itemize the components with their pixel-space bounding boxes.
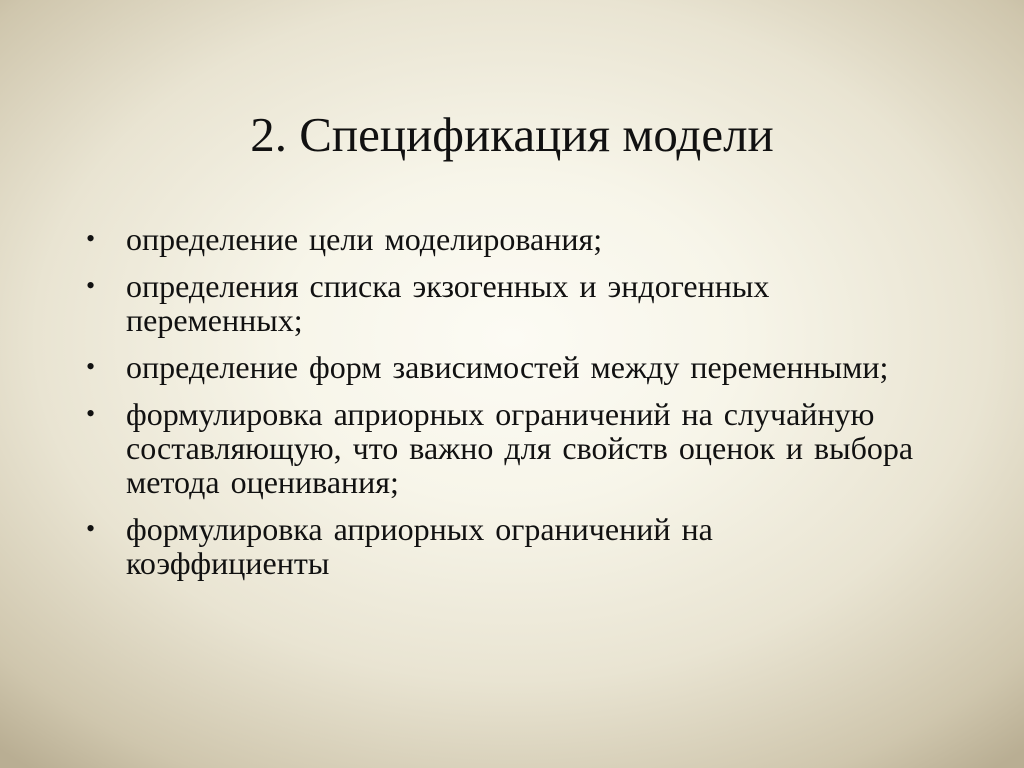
bullet-icon: •	[86, 352, 96, 381]
list-item	[0, 350, 1024, 384]
bullet-icon: •	[86, 514, 96, 543]
list-item-text: формулировка априорных ограничений на случайную составляющую, что важно для свойств оценок и выбора метода оценивания;	[126, 396, 914, 500]
list-item-text: определение форм зависимостей между переменными;	[126, 349, 889, 385]
list-item	[0, 222, 1024, 256]
bullet-icon: •	[86, 224, 96, 253]
bullet-icon: •	[86, 271, 96, 300]
slide-title: 2. Спецификация модели	[250, 107, 774, 162]
list-item-text: определение цели моделирования;	[126, 221, 603, 257]
list-item	[0, 397, 1024, 499]
bullet-icon: •	[86, 399, 96, 428]
list-item	[0, 512, 1024, 580]
list-item-text: формулировка априорных ограничений на коэффициенты	[126, 511, 713, 581]
list-item	[0, 269, 1024, 337]
bullet-list	[0, 222, 1024, 593]
list-item-text: определения списка экзогенных и эндогенных переменных;	[126, 268, 770, 338]
